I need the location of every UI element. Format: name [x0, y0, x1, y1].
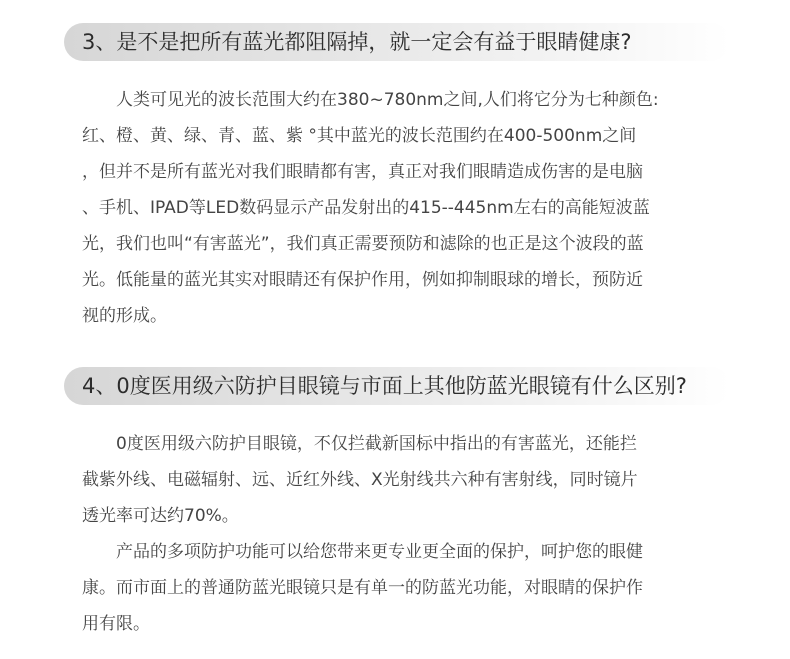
- text-line: 人类可见光的波长范围大约在380~780nm之间,人们将它分为七种颜色:: [116, 90, 659, 110]
- text-line: 截紫外线、电磁辐射、远、近红外线、X光射线共六种有害射线，同时镜片: [82, 470, 638, 490]
- text-line: 、手机、IPAD等LED数码显示产品发射出的415--445nm左右的高能短波蓝: [82, 198, 650, 218]
- answer-4-paragraph-2: [82, 534, 714, 642]
- question-3-title: 3、是不是把所有蓝光都阻隔掉，就一定会有益于眼睛健康?: [82, 30, 632, 54]
- question-4-title: 4、0度医用级六防护目眼镜与市面上其他防蓝光眼镜有什么区别?: [82, 374, 687, 398]
- text-line: 光。低能量的蓝光其实对眼睛还有保护作用，例如抑制眼球的增长，预防近: [82, 270, 643, 290]
- text-line: ，但并不是所有蓝光对我们眼睛都有害，真正对我们眼睛造成伤害的是电脑: [82, 162, 643, 182]
- text-line: 产品的多项防护功能可以给您带来更专业更全面的保护，呵护您的眼健: [116, 542, 643, 562]
- text-line: 视的形成。: [82, 306, 167, 326]
- answer-4-paragraph-1: [82, 426, 714, 534]
- text-line: 康。而市面上的普通防蓝光眼镜只是有单一的防蓝光功能，对眼睛的保护作: [82, 578, 643, 598]
- text-line: 用有限。: [82, 614, 150, 634]
- text-line: 透光率可达约70%。: [82, 506, 239, 526]
- text-line: 光，我们也叫“有害蓝光”，我们真正需要预防和滤除的也正是这个波段的蓝: [82, 234, 644, 254]
- text-line: 红、橙、黄、绿、青、蓝、紫 °其中蓝光的波长范围约在400-500nm之间: [82, 126, 637, 146]
- text-line: 0度医用级六防护目眼镜，不仅拦截新国标中指出的有害蓝光，还能拦: [116, 434, 637, 454]
- answer-3-paragraph: [82, 82, 714, 334]
